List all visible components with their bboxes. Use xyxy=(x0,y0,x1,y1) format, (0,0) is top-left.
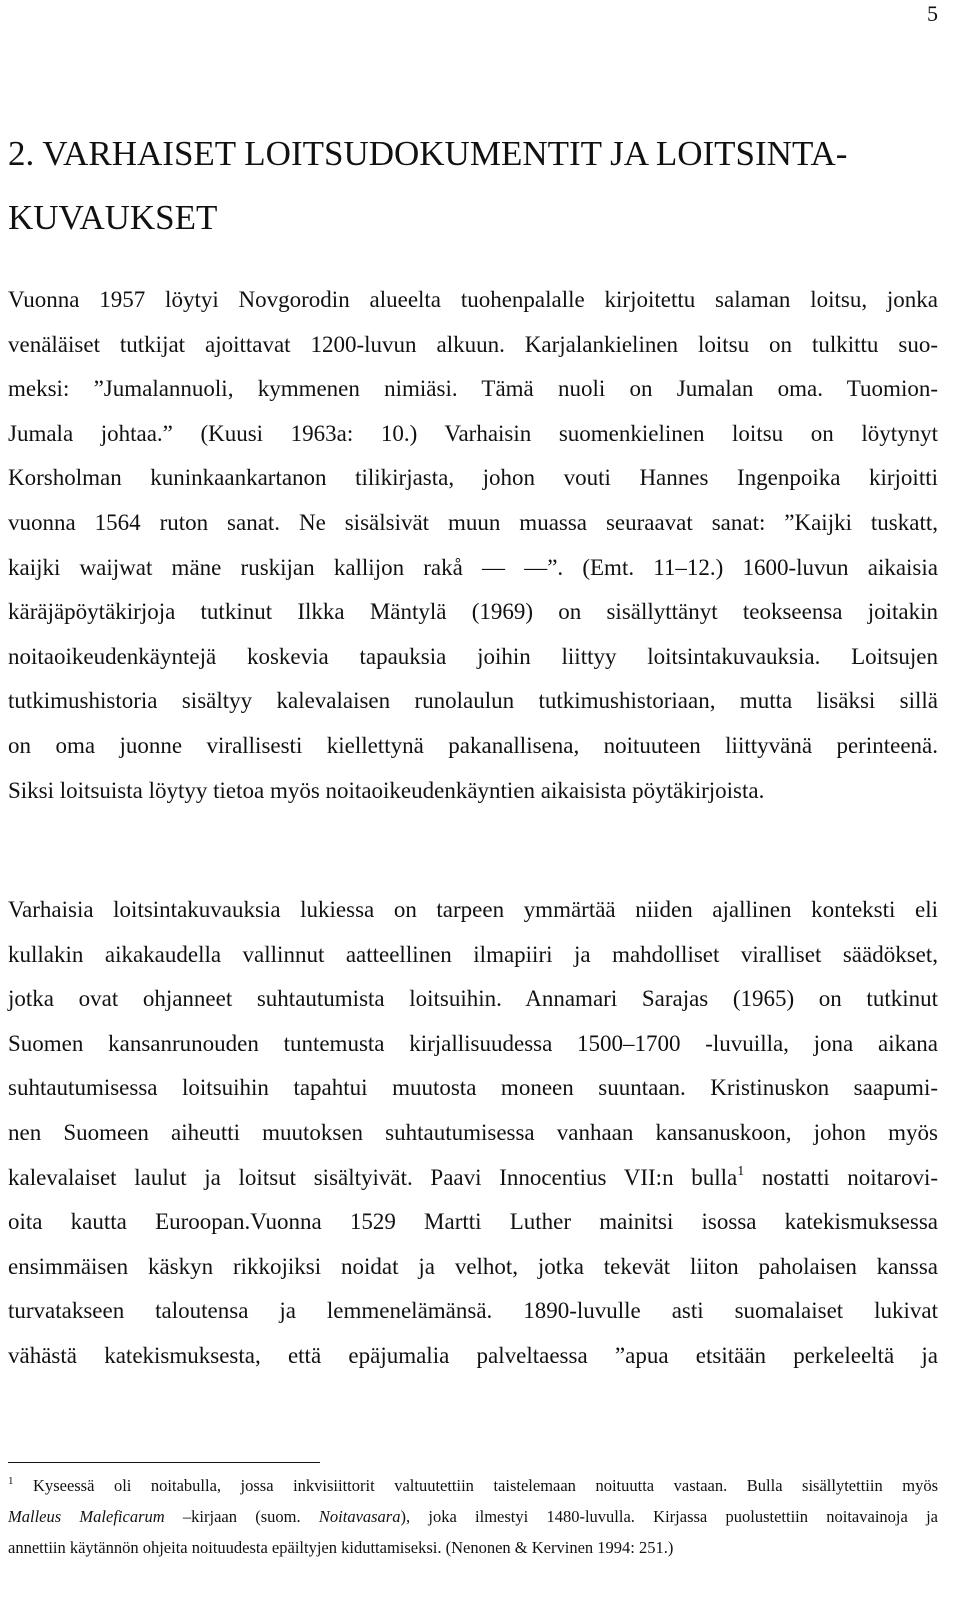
text-line: on oma juonne virallisesti kiellettynä pakanallisena, noituuteen liittyvänä perinteenä. xyxy=(8,732,938,758)
text-segment: ), joka ilmestyi 1480-luvulla. Kirjassa puolustettiin noitavainoja ja xyxy=(400,1507,938,1526)
footnote-divider xyxy=(8,1462,320,1463)
text-line: nen Suomeen aiheutti muutoksen suhtautumisessa vanhaan kansanuskoon, johon myös xyxy=(8,1119,938,1145)
paragraph-context xyxy=(8,888,938,1379)
text-line: noitaoikeudenkäyntejä koskevia tapauksia joihin liittyy loitsintakuvauksia. Loitsujen xyxy=(8,643,938,669)
paragraph-early-spells xyxy=(8,278,938,813)
text-line: meksi: ”Jumalannuoli, kymmenen nimiäsi. Tämä nuoli on Jumalan oma. Tuomion- xyxy=(8,376,938,402)
text-line: oita kautta Euroopan.Vuonna 1529 Martti Luther mainitsi isossa katekismuksessa xyxy=(8,1209,938,1235)
footnote-reference[interactable]: 1 xyxy=(737,1163,745,1179)
book-title-italic: Malleus Maleficarum xyxy=(8,1507,165,1526)
text-line: kaijki waijwat mäne ruskijan kallijon rakå — —”. (Emt. 11–12.) 1600-luvun aikaisia xyxy=(8,554,938,580)
text-segment: Kyseessä oli noitabulla, jossa inkvisiittorit valtuutettiin taistelemaan noituutta vastaan. Bulla sisällytettiin myös xyxy=(13,1476,938,1495)
text-line: Varhaisia loitsintakuvauksia lukiessa on tarpeen ymmärtää niiden ajallinen konteksti eli xyxy=(8,897,938,922)
text-line: venäläiset tutkijat ajoittavat 1200-luvun alkuun. Karjalankielinen loitsu on tulkittu suo- xyxy=(8,331,938,357)
text-line: Korsholman kuninkaankartanon tilikirjasta, johon vouti Hannes Ingenpoika kirjoitti xyxy=(8,465,938,491)
chapter-title xyxy=(8,122,908,250)
text-line: Jumala johtaa.” (Kuusi 1963a: 10.) Varhaisin suomenkielinen loitsu on löytynyt xyxy=(8,420,938,446)
text-line: käräjäpöytäkirjoja tutkinut Ilkka Mäntylä (1969) on sisällyttänyt teokseensa joitakin xyxy=(8,599,938,625)
text-segment: –kirjaan (suom. xyxy=(164,1507,319,1526)
footnote-line xyxy=(8,1501,938,1532)
text-line: Siksi loitsuista löytyy tietoa myös noitaoikeudenkäyntien aikaisista pöytäkirjoista. xyxy=(8,777,765,803)
text-line: jotka ovat ohjanneet suhtautumista loitsuihin. Annamari Sarajas (1965) on tutkinut xyxy=(8,986,938,1012)
text-line-with-footnote-ref xyxy=(8,1156,938,1201)
footnote xyxy=(8,1470,938,1563)
text-line: vuonna 1564 ruton sanat. Ne sisälsivät muun muassa seuraavat sanat: ”Kaijki tuskatt, xyxy=(8,509,938,535)
text-line: kullakin aikakaudella vallinnut aatteellinen ilmapiiri ja mahdolliset viralliset säädökset, xyxy=(8,941,938,967)
book-title-italic: Noitavasara xyxy=(318,1507,401,1526)
chapter-title-line-2: KUVAUKSET xyxy=(8,198,218,237)
text-line: ensimmäisen käskyn rikkojiksi noidat ja velhot, jotka tekevät liiton paholaisen kanssa xyxy=(8,1253,938,1279)
page-number: 5 xyxy=(927,1,938,26)
text-line: suhtautumisessa loitsuihin tapahtui muutosta moneen suuntaan. Kristinuskon saapumi- xyxy=(8,1075,938,1101)
footnote-line: annettiin käytännön ohjeita noituudesta epäiltyjen kiduttamiseksi. (Nenonen & Kervinen 1994: 251.) xyxy=(8,1538,674,1557)
footnote-line xyxy=(8,1470,938,1501)
text-line: turvatakseen taloutensa ja lemmenelämänsä. 1890-luvulle asti suomalaiset lukivat xyxy=(8,1298,938,1324)
text-segment: kalevalaiset laulut ja loitsut sisältyivät. Paavi Innocentius VII:n bulla xyxy=(8,1164,738,1190)
text-segment: nostatti noitarovi- xyxy=(744,1164,938,1190)
footnote-marker: 1 xyxy=(8,1475,14,1487)
text-line: vähästä katekismuksesta, että epäjumalia palveltaessa ”apua etsitään perkeleeltä ja xyxy=(8,1342,938,1368)
text-line: Vuonna 1957 löytyi Novgorodin alueelta tuohenpalalle kirjoitettu salaman loitsu, jonka xyxy=(8,287,938,312)
text-line: Suomen kansanrunouden tuntemusta kirjallisuudessa 1500–1700 -luvuilla, jona aikana xyxy=(8,1030,938,1056)
text-line: tutkimushistoria sisältyy kalevalaisen runolaulun tutkimushistoriaan, mutta lisäksi sillä xyxy=(8,688,938,714)
chapter-title-line-1: 2. VARHAISET LOITSUDOKUMENTIT JA LOITSINTA- xyxy=(8,134,848,173)
